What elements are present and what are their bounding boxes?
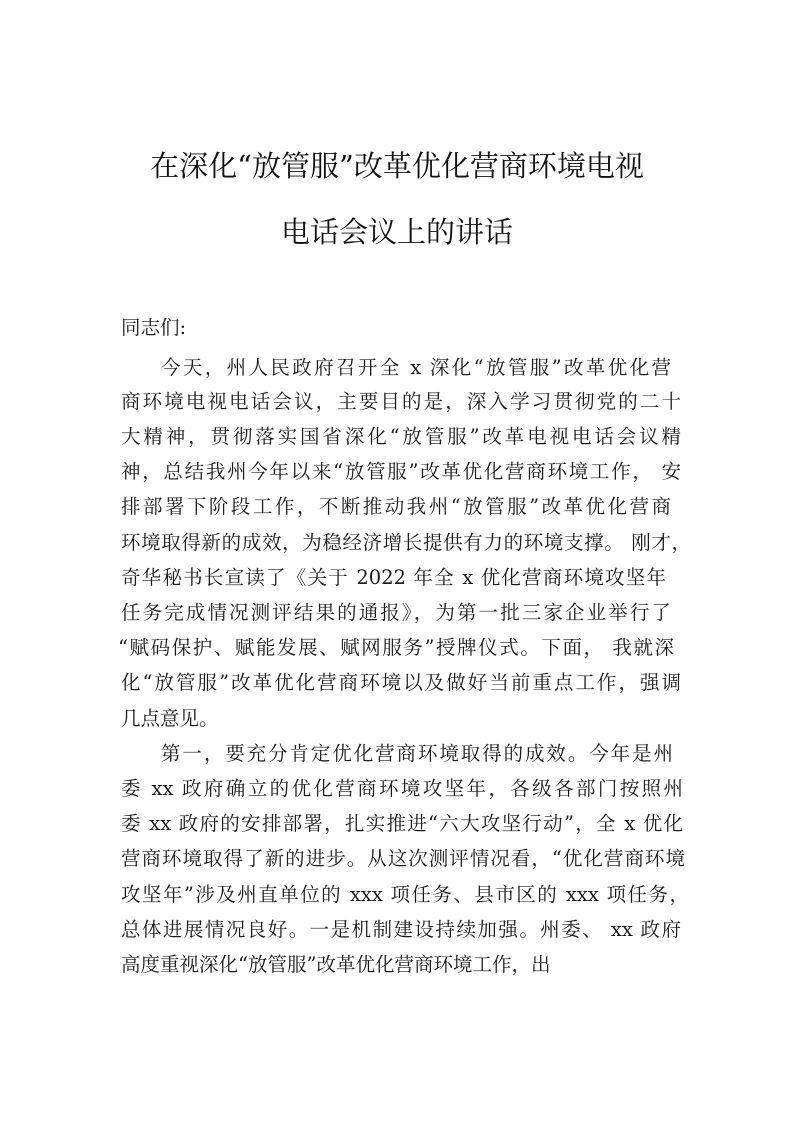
body-line: 环境取得新的成效，为稳经济增长提供有力的环境支撑。 刚才， [121, 531, 691, 554]
body-line: 化“放管服”改革优化营商环境以及做好当前重点工作，强调 [121, 671, 681, 694]
body-line: 总体进展情况良好。一是机制建设持续加强。州委、 xx 政府 [121, 918, 681, 941]
body-line: 排部署下阶段工作，不断推动我州“放管服”改革优化营商 [121, 495, 671, 518]
body-line: 委 xx 政府的安排部署，扎实推进“六大攻坚行动”，全 x 优化 [121, 812, 683, 835]
body-line: 几点意见。 [121, 707, 219, 730]
document-title-line-1: 在深化“放管服”改革优化营商环境电视 [150, 149, 644, 183]
body-line: 营商环境取得了新的进步。从这次测评情况看，“优化营商环境 [121, 847, 685, 870]
body-line: 奇华秘书长宣读了《关于 2022 年全 x 优化营商环境攻坚年 [121, 566, 666, 589]
body-line: 神，总结我州今年以来“放管服”改革优化营商环境工作， 安 [121, 460, 681, 483]
body-line: 商环境电视电话会议，主要目的是，深入学习贯彻党的二十 [121, 390, 681, 413]
body-line: 高度重视深化“放管服”改革优化营商环境工作，出 [121, 953, 551, 976]
body-line: 今天，州人民政府召开全 x 深化“放管服”改革优化营 [161, 356, 671, 379]
body-line: 大精神，贯彻落实国省深化“放管服”改革电视电话会议精 [121, 425, 681, 448]
salutation: 同志们: [121, 316, 187, 339]
body-line: 任务完成情况测评结果的通报》，为第一批三家企业举行了 [121, 601, 671, 624]
body-line: 第一，要充分肯定优化营商环境取得的成效。今年是州 [161, 742, 673, 765]
body-line: “赋码保护、赋能发展、赋网服务”授牌仪式。下面， 我就深 [118, 636, 674, 659]
body-line: 委 xx 政府确立的优化营商环境攻坚年，各级各部门按照州 [121, 777, 683, 800]
body-line: 攻坚年”涉及州直单位的 xxx 项任务、县市区的 xxx 项任务， [121, 883, 689, 906]
document-title-line-2: 电话会议上的讲话 [280, 215, 513, 249]
